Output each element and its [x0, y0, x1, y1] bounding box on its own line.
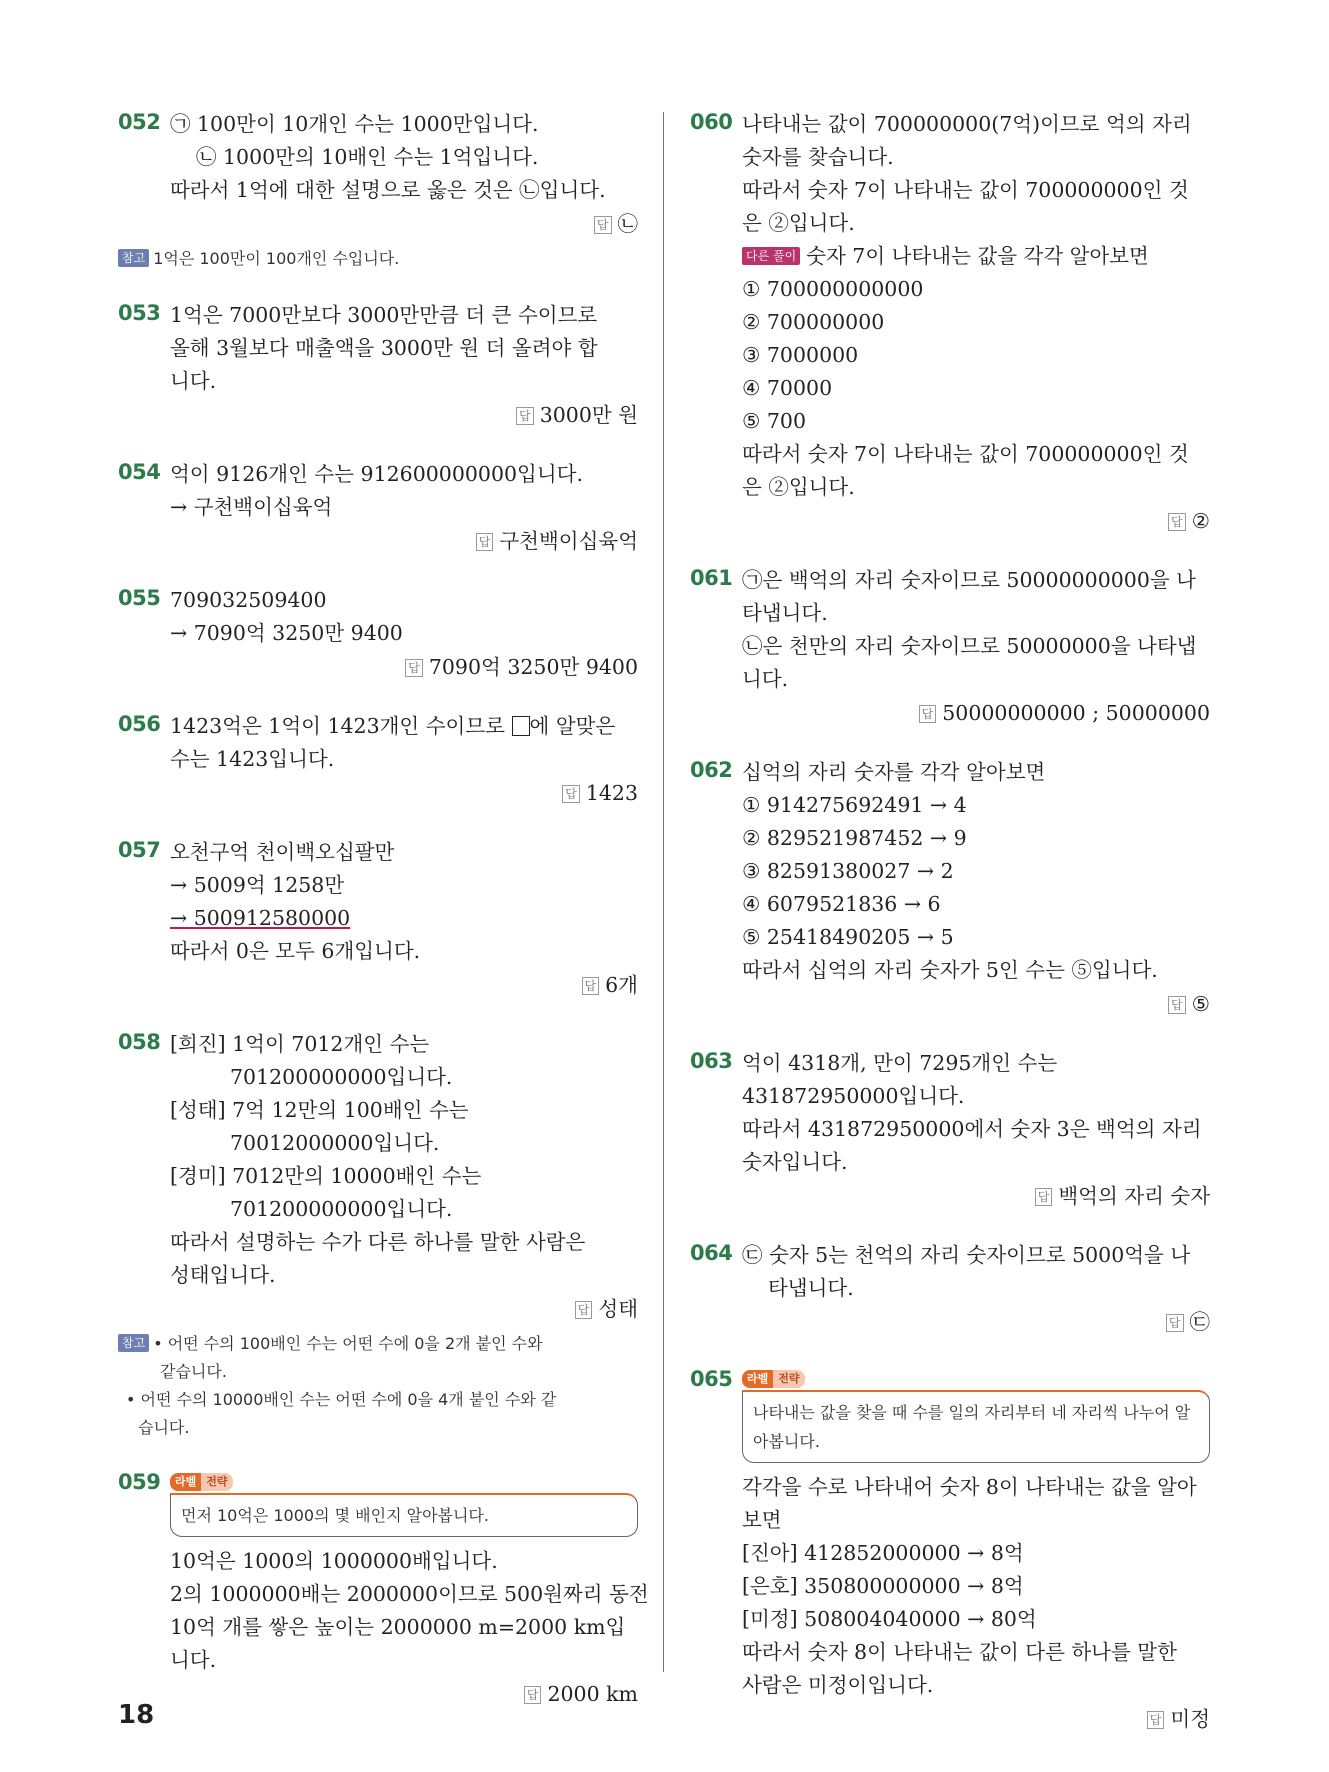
- answer: [170, 1677, 638, 1711]
- solution-line: 은 ②입니다.: [742, 475, 855, 499]
- solution-line: [성태] 7억 12만의 100배인 수는: [170, 1098, 469, 1122]
- answer-marker: 답: [594, 216, 612, 234]
- solution-line: 따라서 숫자 8이 나타내는 값이 다른 하나를 말한: [742, 1640, 1177, 1664]
- right-column: [690, 108, 1210, 1762]
- strategy-label-a: 라벨: [742, 1370, 773, 1388]
- solution-line: 숫자를 찾습니다.: [742, 145, 894, 169]
- answer-value: 백억의 자리 숫자: [1058, 1184, 1210, 1208]
- solution-line: 따라서 431872950000에서 숫자 3은 백억의 자리: [742, 1117, 1202, 1141]
- answer: [170, 1292, 638, 1326]
- answer-value: 미정: [1170, 1707, 1210, 1731]
- problem-061: [690, 564, 1210, 730]
- solution-line: ② 829521987452 → 9: [742, 826, 967, 850]
- solution-line: 2의 1000000배는 2000000이므로 500원짜리 동전: [170, 1582, 649, 1606]
- blank-box: [512, 716, 530, 736]
- solution-line: 타냅니다.: [768, 1276, 854, 1300]
- problem-number: 059: [118, 1470, 161, 1494]
- answer: [742, 504, 1210, 538]
- answer-marker: 답: [575, 1301, 593, 1319]
- problem-060: [690, 108, 1210, 538]
- answer: [170, 650, 638, 684]
- answer-value: 7090억 3250만 9400: [428, 655, 638, 679]
- answer-value: 50000000000 ; 50000000: [942, 701, 1210, 725]
- solution-line: ④ 70000: [742, 376, 833, 400]
- problem-number: 057: [118, 838, 161, 862]
- solution-line: 나타내는 값이 700000000(7억)이므로 억의 자리: [742, 112, 1192, 136]
- solution-line: 701200000000입니다.: [230, 1197, 453, 1221]
- solution-line: 10억은 1000의 1000000배입니다.: [170, 1549, 498, 1573]
- answer-value: ②: [1191, 509, 1210, 533]
- answer-value: 6개: [605, 973, 638, 997]
- answer: [170, 524, 638, 558]
- answer-value: 성태: [598, 1297, 638, 1321]
- solution-line: 따라서 0은 모두 6개입니다.: [170, 939, 421, 963]
- text-part: 숫자 7이 나타내는 값을 각각 알아보면: [806, 244, 1149, 268]
- reference-tag: 참고: [118, 249, 149, 267]
- problem-056: [118, 710, 638, 810]
- strategy-label-a: 라벨: [170, 1473, 201, 1491]
- answer-marker: 답: [562, 785, 580, 803]
- answer: [742, 1179, 1210, 1213]
- problem-number: 055: [118, 586, 161, 610]
- problem-number: 052: [118, 110, 161, 134]
- answer: [170, 207, 638, 241]
- problem-number: 063: [690, 1049, 733, 1073]
- note-text: 같습니다.: [160, 1362, 227, 1381]
- solution-line: 701200000000입니다.: [230, 1065, 453, 1089]
- solution-line: [은호] 350800000000 → 8억: [742, 1574, 1024, 1598]
- solution-line: 1억은 7000만보다 3000만만큼 더 큰 수이므로: [170, 303, 598, 327]
- answer-value: 3000만 원: [539, 403, 638, 427]
- problem-059: [118, 1468, 649, 1711]
- answer-marker: 답: [405, 659, 423, 677]
- strategy-label-b: 전략: [201, 1473, 232, 1491]
- answer-marker: 답: [524, 1686, 542, 1704]
- problem-058: [118, 1028, 638, 1442]
- answer: [170, 968, 638, 1002]
- solution-line: ③ 82591380027 → 2: [742, 859, 954, 883]
- problem-052: [118, 108, 638, 273]
- solution-line: 은 ②입니다.: [742, 211, 855, 235]
- strategy-box: 먼저 10억은 1000의 몇 배인지 알아봅니다.: [170, 1493, 638, 1537]
- problem-053: [118, 299, 638, 432]
- answer-marker: 답: [1035, 1188, 1053, 1206]
- solution-line: 따라서 1억에 대한 설명으로 옳은 것은 ㉡입니다.: [170, 178, 606, 202]
- problem-number: 060: [690, 110, 733, 134]
- solution-line: 10억 개를 쌓은 높이는 2000000 m=2000 km입: [170, 1615, 626, 1639]
- solution-line: → 7090억 3250만 9400: [170, 621, 403, 645]
- answer-marker: 답: [1147, 1711, 1165, 1729]
- strategy-label-b: 전략: [773, 1370, 804, 1388]
- solution-line: → 5009억 1258만: [170, 873, 345, 897]
- reference-note: [118, 245, 638, 273]
- answer-value: 2000 km: [547, 1682, 638, 1706]
- problem-number: 062: [690, 758, 733, 782]
- solution-line: 각각을 수로 나타내어 숫자 8이 나타내는 값을 알아: [742, 1475, 1197, 1499]
- solution-line: 억이 9126개인 수는 912600000000입니다.: [170, 462, 583, 486]
- solution-line: ㉡ 1000만의 10배인 수는 1억입니다.: [196, 145, 539, 169]
- problem-number: 054: [118, 460, 161, 484]
- solution-line: 보면: [742, 1508, 782, 1532]
- solution-line: ③ 7000000: [742, 343, 859, 367]
- answer-value: 구천백이십육억: [499, 529, 638, 553]
- answer: [742, 1305, 1210, 1339]
- solution-line: [희진] 1억이 7012개인 수는: [170, 1032, 430, 1056]
- answer: [170, 398, 638, 432]
- solution-line: ② 700000000: [742, 310, 885, 334]
- problem-number: 056: [118, 712, 161, 736]
- answer: [742, 696, 1210, 730]
- problem-065: [690, 1365, 1210, 1736]
- page-number: 18: [118, 1700, 155, 1730]
- reference-tag: 참고: [118, 1334, 149, 1352]
- problem-063: [690, 1047, 1210, 1213]
- text-part: 에 알맞은: [529, 714, 616, 738]
- solution-line: ㉠ 100만이 10개인 수는 1000만입니다.: [170, 112, 539, 136]
- alt-solution-intro: [742, 240, 1210, 273]
- solution-line: 타냅니다.: [742, 601, 828, 625]
- column-divider: [663, 112, 664, 1672]
- strategy-label: [170, 1470, 233, 1491]
- answer: [170, 776, 638, 810]
- solution-line: 올해 3월보다 매출액을 3000만 원 더 올려야 합: [170, 336, 598, 360]
- solution-line: 431872950000입니다.: [742, 1084, 965, 1108]
- answer: [742, 987, 1210, 1021]
- solution-line: 니다.: [170, 369, 217, 393]
- solution-line: ④ 6079521836 → 6: [742, 892, 941, 916]
- note-text: 1억은 100만이 100개인 수입니다.: [153, 249, 400, 268]
- problem-number: 065: [690, 1367, 733, 1391]
- strategy-box: 나타내는 값을 찾을 때 수를 일의 자리부터 네 자리씩 나누어 알아봅니다.: [742, 1390, 1210, 1463]
- problem-number: 061: [690, 566, 733, 590]
- answer-marker: 답: [919, 705, 937, 723]
- solution-line: 따라서 숫자 7이 나타내는 값이 700000000인 것: [742, 442, 1189, 466]
- note-text: • 어떤 수의 100배인 수는 어떤 수에 0을 2개 붙인 수와: [153, 1334, 543, 1353]
- left-column: [118, 108, 649, 1737]
- solution-line: 니다.: [742, 667, 789, 691]
- answer-value: ㉡: [617, 212, 638, 236]
- solution-line: 숫자입니다.: [742, 1150, 848, 1174]
- answer-value: ⑤: [1191, 992, 1210, 1016]
- solution-line: 십억의 자리 숫자를 각각 알아보면: [742, 760, 1046, 784]
- solution-line: 사람은 미정이입니다.: [742, 1673, 934, 1697]
- problem-number: 064: [690, 1241, 733, 1265]
- problem-055: [118, 584, 638, 684]
- solution-line: ㉠은 백억의 자리 숫자이므로 50000000000을 나: [742, 568, 1196, 592]
- solution-line: 따라서 설명하는 수가 다른 하나를 말한 사람은: [170, 1230, 586, 1254]
- answer-value: ㉢: [1189, 1310, 1210, 1334]
- problem-064: [690, 1239, 1210, 1339]
- note-text: 습니다.: [138, 1418, 190, 1437]
- answer-marker: 답: [1168, 996, 1186, 1014]
- note-text: • 어떤 수의 10000배인 수는 어떤 수에 0을 4개 붙인 수와 같: [126, 1390, 557, 1409]
- solution-line: 709032509400: [170, 588, 327, 612]
- solution-line: 수는 1423입니다.: [170, 747, 335, 771]
- solution-line: ① 914275692491 → 4: [742, 793, 967, 817]
- answer: [742, 1702, 1210, 1736]
- text-part: 1423억은 1억이 1423개인 수이므로: [170, 714, 505, 738]
- solution-line: [진아] 412852000000 → 8억: [742, 1541, 1024, 1565]
- solution-line: 성태입니다.: [170, 1263, 276, 1287]
- solution-line: 따라서 십억의 자리 숫자가 5인 수는 ⑤입니다.: [742, 958, 1158, 982]
- solution-line: [경미] 7012만의 10000배인 수는: [170, 1164, 482, 1188]
- solution-line: 오천구억 천이백오십팔만: [170, 840, 395, 864]
- answer-marker: 답: [476, 533, 494, 551]
- solution-line: 억이 4318개, 만이 7295개인 수는: [742, 1051, 1058, 1075]
- solution-line: 따라서 숫자 7이 나타내는 값이 700000000인 것: [742, 178, 1189, 202]
- solution-line: ㉢ 숫자 5는 천억의 자리 숫자이므로 5000억을 나: [742, 1243, 1191, 1267]
- reference-note: [118, 1330, 638, 1442]
- alt-solution-tag: 다른 풀이: [742, 247, 800, 265]
- problem-number: 053: [118, 301, 161, 325]
- answer-marker: 답: [1168, 513, 1186, 531]
- solution-line: ① 700000000000: [742, 277, 924, 301]
- solution-line: 니다.: [170, 1648, 217, 1672]
- solution-line: 70012000000입니다.: [230, 1131, 440, 1155]
- problem-number: 058: [118, 1030, 161, 1054]
- problem-057: [118, 836, 638, 1002]
- problem-062: [690, 756, 1210, 1021]
- problem-054: [118, 458, 638, 558]
- solution-line: → 500912580000: [170, 906, 351, 930]
- answer-marker: 답: [582, 977, 600, 995]
- solution-line: ⑤ 700: [742, 409, 807, 433]
- answer-marker: 답: [516, 407, 534, 425]
- solution-line: ㉡은 천만의 자리 숫자이므로 50000000을 나타냅: [742, 634, 1197, 658]
- solution-line: [170, 710, 638, 743]
- strategy-label: [742, 1367, 805, 1388]
- answer-value: 1423: [585, 781, 638, 805]
- solution-line: [미정] 508004040000 → 80억: [742, 1607, 1037, 1631]
- answer-marker: 답: [1166, 1314, 1184, 1332]
- solution-line: → 구천백이십육억: [170, 495, 333, 519]
- solution-line: ⑤ 25418490205 → 5: [742, 925, 954, 949]
